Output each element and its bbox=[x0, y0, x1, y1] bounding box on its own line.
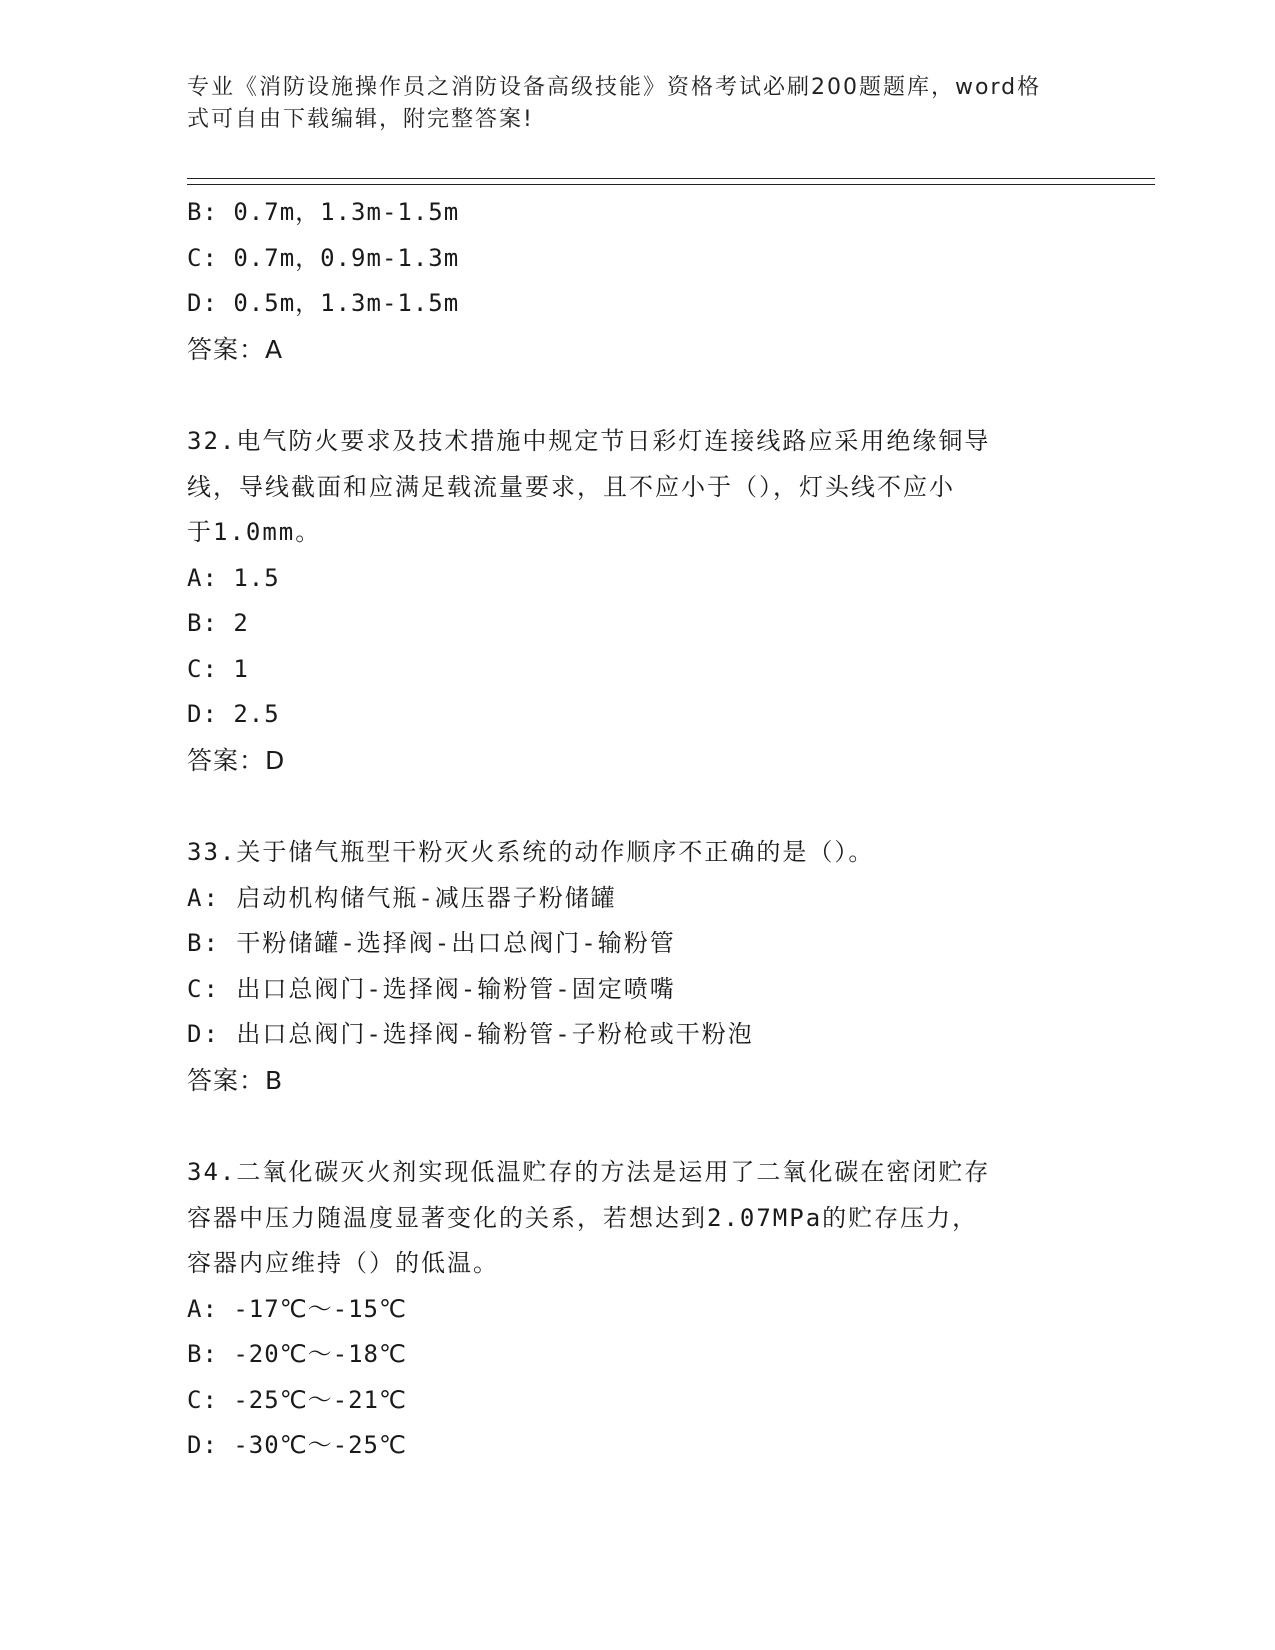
question-stem-line: 34.二氧化碳灭火剂实现低温贮存的方法是运用了二氧化碳在密闭贮存 bbox=[187, 1158, 991, 1186]
question-stem-line: 32.电气防火要求及技术措施中规定节日彩灯连接线路应采用绝缘铜导 bbox=[187, 427, 991, 455]
option-d: D: 出口总阀门-选择阀-输粉管-子粉枪或干粉泡 bbox=[187, 1020, 754, 1048]
option-c: C: 出口总阀门-选择阀-输粉管-固定喷嘴 bbox=[187, 974, 676, 1003]
document-header bbox=[187, 72, 1067, 136]
question-32 bbox=[187, 419, 1087, 783]
question-list bbox=[187, 190, 1087, 1469]
option-c: C: 1 bbox=[187, 654, 249, 683]
option-b: B: -20℃～-18℃ bbox=[187, 1340, 407, 1368]
question-stem-line: 容器内应维持（）的低温。 bbox=[187, 1249, 499, 1277]
option-c: C: -25℃～-21℃ bbox=[187, 1385, 407, 1414]
question-33 bbox=[187, 830, 1087, 1103]
answer-label: 答案：A bbox=[187, 334, 284, 364]
option-a: A: 1.5 bbox=[187, 563, 280, 592]
answer-label: 答案：D bbox=[187, 745, 286, 775]
option-b: B: 2 bbox=[187, 609, 249, 637]
option-a: A: 启动机构储气瓶-减压器子粉储罐 bbox=[187, 883, 617, 912]
option-a: A: -17℃～-15℃ bbox=[187, 1294, 407, 1323]
header-line-2: 式可自由下载编辑，附完整答案! bbox=[187, 107, 534, 132]
option-d: D: 2.5 bbox=[187, 700, 280, 728]
spacer bbox=[187, 1103, 1087, 1150]
question-stem-line: 33.关于储气瓶型干粉灭火系统的动作顺序不正确的是（）。 bbox=[187, 838, 875, 866]
header-divider-top bbox=[187, 178, 1155, 179]
question-stem-line: 线，导线截面和应满足载流量要求，且不应小于（），灯头线不应小 bbox=[187, 472, 955, 501]
option-b: B: 干粉储罐-选择阀-出口总阀门-输粉管 bbox=[187, 929, 676, 957]
question-stem-line: 于1.0mm。 bbox=[187, 518, 322, 546]
option-d: D: 0.5m，1.3m-1.5m bbox=[187, 289, 460, 317]
question-31-tail bbox=[187, 190, 1087, 372]
spacer bbox=[187, 783, 1087, 830]
header-line-1: 专业《消防设施操作员之消防设备高级技能》资格考试必刷200题题库，word格 bbox=[187, 75, 1042, 100]
spacer bbox=[187, 372, 1087, 419]
question-34 bbox=[187, 1150, 1087, 1469]
header-divider-bottom bbox=[187, 184, 1155, 185]
answer-label: 答案：B bbox=[187, 1065, 284, 1095]
option-b: B: 0.7m，1.3m-1.5m bbox=[187, 198, 460, 226]
option-d: D: -30℃～-25℃ bbox=[187, 1431, 407, 1459]
question-stem-line: 容器中压力随温度显著变化的关系，若想达到2.07MPa的贮存压力， bbox=[187, 1203, 979, 1232]
option-c: C: 0.7m，0.9m-1.3m bbox=[187, 243, 460, 272]
